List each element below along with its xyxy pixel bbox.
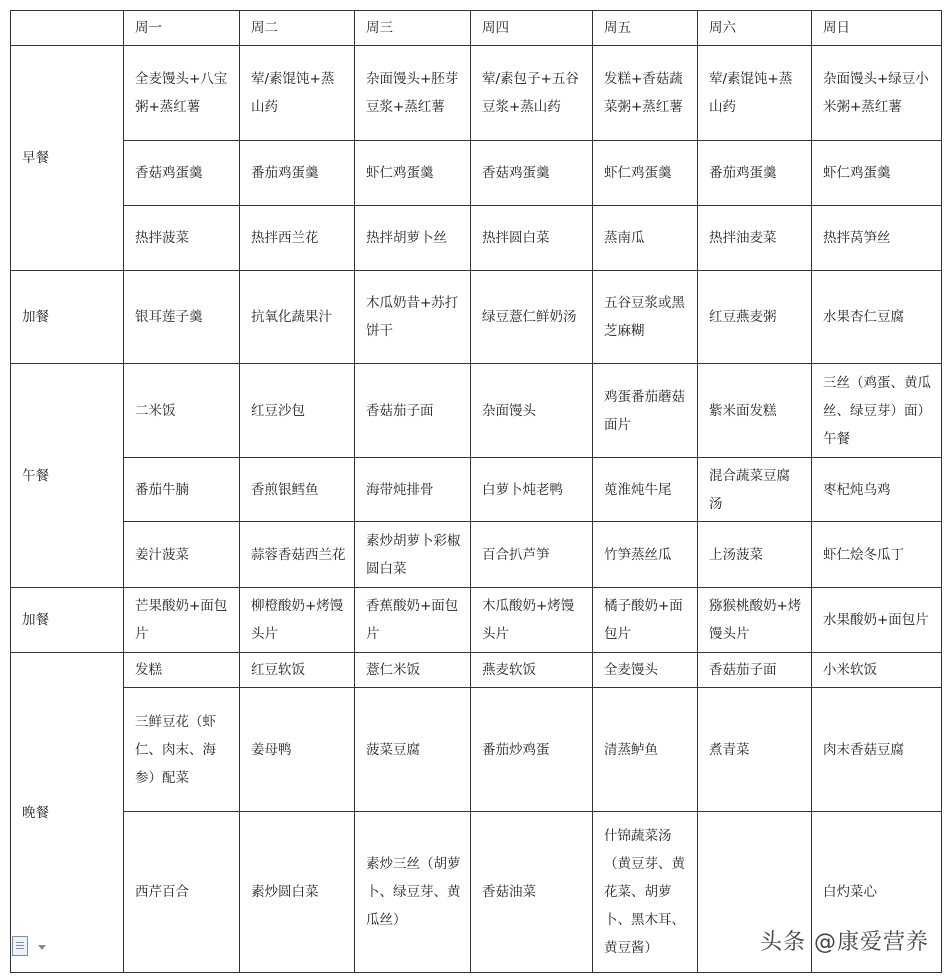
table-row bbox=[11, 522, 942, 588]
meal-cell: 虾仁鸡蛋羹 bbox=[355, 141, 471, 206]
meal-cell: 番茄鸡蛋羹 bbox=[240, 141, 355, 206]
table-row bbox=[11, 46, 942, 141]
meal-label: 早餐 bbox=[11, 46, 124, 271]
weekly-meal-plan-table bbox=[10, 10, 942, 973]
meal-cell: 香菇鸡蛋羹 bbox=[471, 141, 593, 206]
table-header bbox=[11, 11, 942, 46]
meal-cell: 木瓜奶昔+苏打饼干 bbox=[355, 271, 471, 364]
meal-cell: 全麦馒头+八宝粥+蒸红薯 bbox=[124, 46, 240, 141]
meal-cell: 菠菜豆腐 bbox=[355, 688, 471, 812]
meal-cell: 杂面馒头 bbox=[471, 364, 593, 458]
meal-cell: 蒸南瓜 bbox=[593, 206, 698, 271]
meal-cell: 素炒胡萝卜彩椒圆白菜 bbox=[355, 522, 471, 588]
meal-cell: 猕猴桃酸奶+烤馒头片 bbox=[698, 588, 812, 653]
meal-cell: 素炒圆白菜 bbox=[240, 812, 355, 973]
meal-cell: 柳橙酸奶+烤馒头片 bbox=[240, 588, 355, 653]
meal-cell: 荤/素馄饨+蒸山药 bbox=[240, 46, 355, 141]
meal-cell: 水果酸奶+面包片 bbox=[812, 588, 942, 653]
meal-cell: 杂面馒头+绿豆小米粥+蒸红薯 bbox=[812, 46, 942, 141]
meal-cell: 煮青菜 bbox=[698, 688, 812, 812]
meal-cell: 姜母鸭 bbox=[240, 688, 355, 812]
table-row bbox=[11, 271, 942, 364]
day-header: 周日 bbox=[812, 11, 942, 46]
meal-cell: 红豆沙包 bbox=[240, 364, 355, 458]
meal-cell: 肉末香菇豆腐 bbox=[812, 688, 942, 812]
meal-cell: 混合蔬菜豆腐汤 bbox=[698, 458, 812, 522]
meal-cell: 燕麦软饭 bbox=[471, 653, 593, 688]
meal-cell: 香菇鸡蛋羹 bbox=[124, 141, 240, 206]
meal-cell: 虾仁烩冬瓜丁 bbox=[812, 522, 942, 588]
meal-cell: 三丝（鸡蛋、黄瓜丝、绿豆芽）面）午餐 bbox=[812, 364, 942, 458]
meal-cell: 番茄牛腩 bbox=[124, 458, 240, 522]
day-header: 周五 bbox=[593, 11, 698, 46]
meal-cell: 虾仁鸡蛋羹 bbox=[593, 141, 698, 206]
meal-cell: 莵淮炖牛尾 bbox=[593, 458, 698, 522]
meal-label: 晚餐 bbox=[11, 653, 124, 973]
meal-cell: 热拌西兰花 bbox=[240, 206, 355, 271]
meal-cell: 红豆燕麦粥 bbox=[698, 271, 812, 364]
meal-cell: 芒果酸奶+面包片 bbox=[124, 588, 240, 653]
meal-cell: 白萝卜炖老鸭 bbox=[471, 458, 593, 522]
meal-cell: 香菇茄子面 bbox=[698, 653, 812, 688]
meal-cell: 小米软饭 bbox=[812, 653, 942, 688]
meal-cell: 白灼菜心 bbox=[812, 812, 942, 973]
meal-cell: 全麦馒头 bbox=[593, 653, 698, 688]
day-header: 周六 bbox=[698, 11, 812, 46]
table-row bbox=[11, 364, 942, 458]
table-row bbox=[11, 653, 942, 688]
meal-cell: 姜汁菠菜 bbox=[124, 522, 240, 588]
meal-cell: 上汤菠菜 bbox=[698, 522, 812, 588]
meal-cell: 热拌胡萝卜丝 bbox=[355, 206, 471, 271]
meal-cell: 荤/素馄饨+蒸山药 bbox=[698, 46, 812, 141]
meal-cell: 三鲜豆花（虾仁、肉末、海参）配菜 bbox=[124, 688, 240, 812]
meal-cell: 薏仁米饭 bbox=[355, 653, 471, 688]
meal-cell: 什锦蔬菜汤（黄豆芽、黄花菜、胡萝卜、黑木耳、黄豆酱） bbox=[593, 812, 698, 973]
table-row bbox=[11, 458, 942, 522]
meal-cell: 素炒三丝（胡萝卜、绿豆芽、黄瓜丝） bbox=[355, 812, 471, 973]
meal-cell: 热拌油麦菜 bbox=[698, 206, 812, 271]
meal-cell: 西芹百合 bbox=[124, 812, 240, 973]
day-header: 周二 bbox=[240, 11, 355, 46]
meal-cell: 海带炖排骨 bbox=[355, 458, 471, 522]
meal-cell: 抗氧化蔬果汁 bbox=[240, 271, 355, 364]
meal-cell: 鸡蛋番茄蘑菇面片 bbox=[593, 364, 698, 458]
day-header: 周四 bbox=[471, 11, 593, 46]
table-row bbox=[11, 588, 942, 653]
meal-cell: 番茄炒鸡蛋 bbox=[471, 688, 593, 812]
meal-cell: 百合扒芦笋 bbox=[471, 522, 593, 588]
meal-cell: 香煎银鳕鱼 bbox=[240, 458, 355, 522]
table-row bbox=[11, 141, 942, 206]
meal-cell: 二米饭 bbox=[124, 364, 240, 458]
table-row bbox=[11, 688, 942, 812]
meal-cell: 紫米面发糕 bbox=[698, 364, 812, 458]
meal-cell: 五谷豆浆或黑芝麻糊 bbox=[593, 271, 698, 364]
meal-cell: 杂面馒头+胚芽豆浆+蒸红薯 bbox=[355, 46, 471, 141]
meal-cell: 热拌莴笋丝 bbox=[812, 206, 942, 271]
meal-cell: 绿豆薏仁鲜奶汤 bbox=[471, 271, 593, 364]
meal-cell: 蒜蓉香菇西兰花 bbox=[240, 522, 355, 588]
meal-cell: 番茄鸡蛋羹 bbox=[698, 141, 812, 206]
meal-cell: 热拌菠菜 bbox=[124, 206, 240, 271]
meal-cell: 发糕 bbox=[124, 653, 240, 688]
meal-cell: 木瓜酸奶+烤馒头片 bbox=[471, 588, 593, 653]
meal-cell: 水果杏仁豆腐 bbox=[812, 271, 942, 364]
meal-label: 午餐 bbox=[11, 364, 124, 588]
day-header: 周一 bbox=[124, 11, 240, 46]
meal-cell: 荤/素包子+五谷豆浆+蒸山药 bbox=[471, 46, 593, 141]
meal-cell: 热拌圆白菜 bbox=[471, 206, 593, 271]
meal-cell: 清蒸鲈鱼 bbox=[593, 688, 698, 812]
meal-cell: 银耳莲子羹 bbox=[124, 271, 240, 364]
document-icon[interactable] bbox=[12, 936, 28, 956]
meal-cell: 发糕+香菇蔬菜粥+蒸红薯 bbox=[593, 46, 698, 141]
meal-label: 加餐 bbox=[11, 588, 124, 653]
meal-cell: 香菇茄子面 bbox=[355, 364, 471, 458]
meal-cell: 香蕉酸奶+面包片 bbox=[355, 588, 471, 653]
meal-label: 加餐 bbox=[11, 271, 124, 364]
meal-cell: 红豆软饭 bbox=[240, 653, 355, 688]
meal-cell: 竹笋蒸丝瓜 bbox=[593, 522, 698, 588]
corner-cell bbox=[11, 11, 124, 46]
day-header: 周三 bbox=[355, 11, 471, 46]
chevron-down-icon[interactable] bbox=[38, 945, 46, 950]
table-row bbox=[11, 206, 942, 271]
meal-cell: 香菇油菜 bbox=[471, 812, 593, 973]
meal-cell: 虾仁鸡蛋羹 bbox=[812, 141, 942, 206]
meal-cell: 枣杞炖乌鸡 bbox=[812, 458, 942, 522]
table-body bbox=[11, 46, 942, 973]
meal-cell: 橘子酸奶+面包片 bbox=[593, 588, 698, 653]
watermark: 头条 @康爱营养 bbox=[760, 930, 929, 955]
